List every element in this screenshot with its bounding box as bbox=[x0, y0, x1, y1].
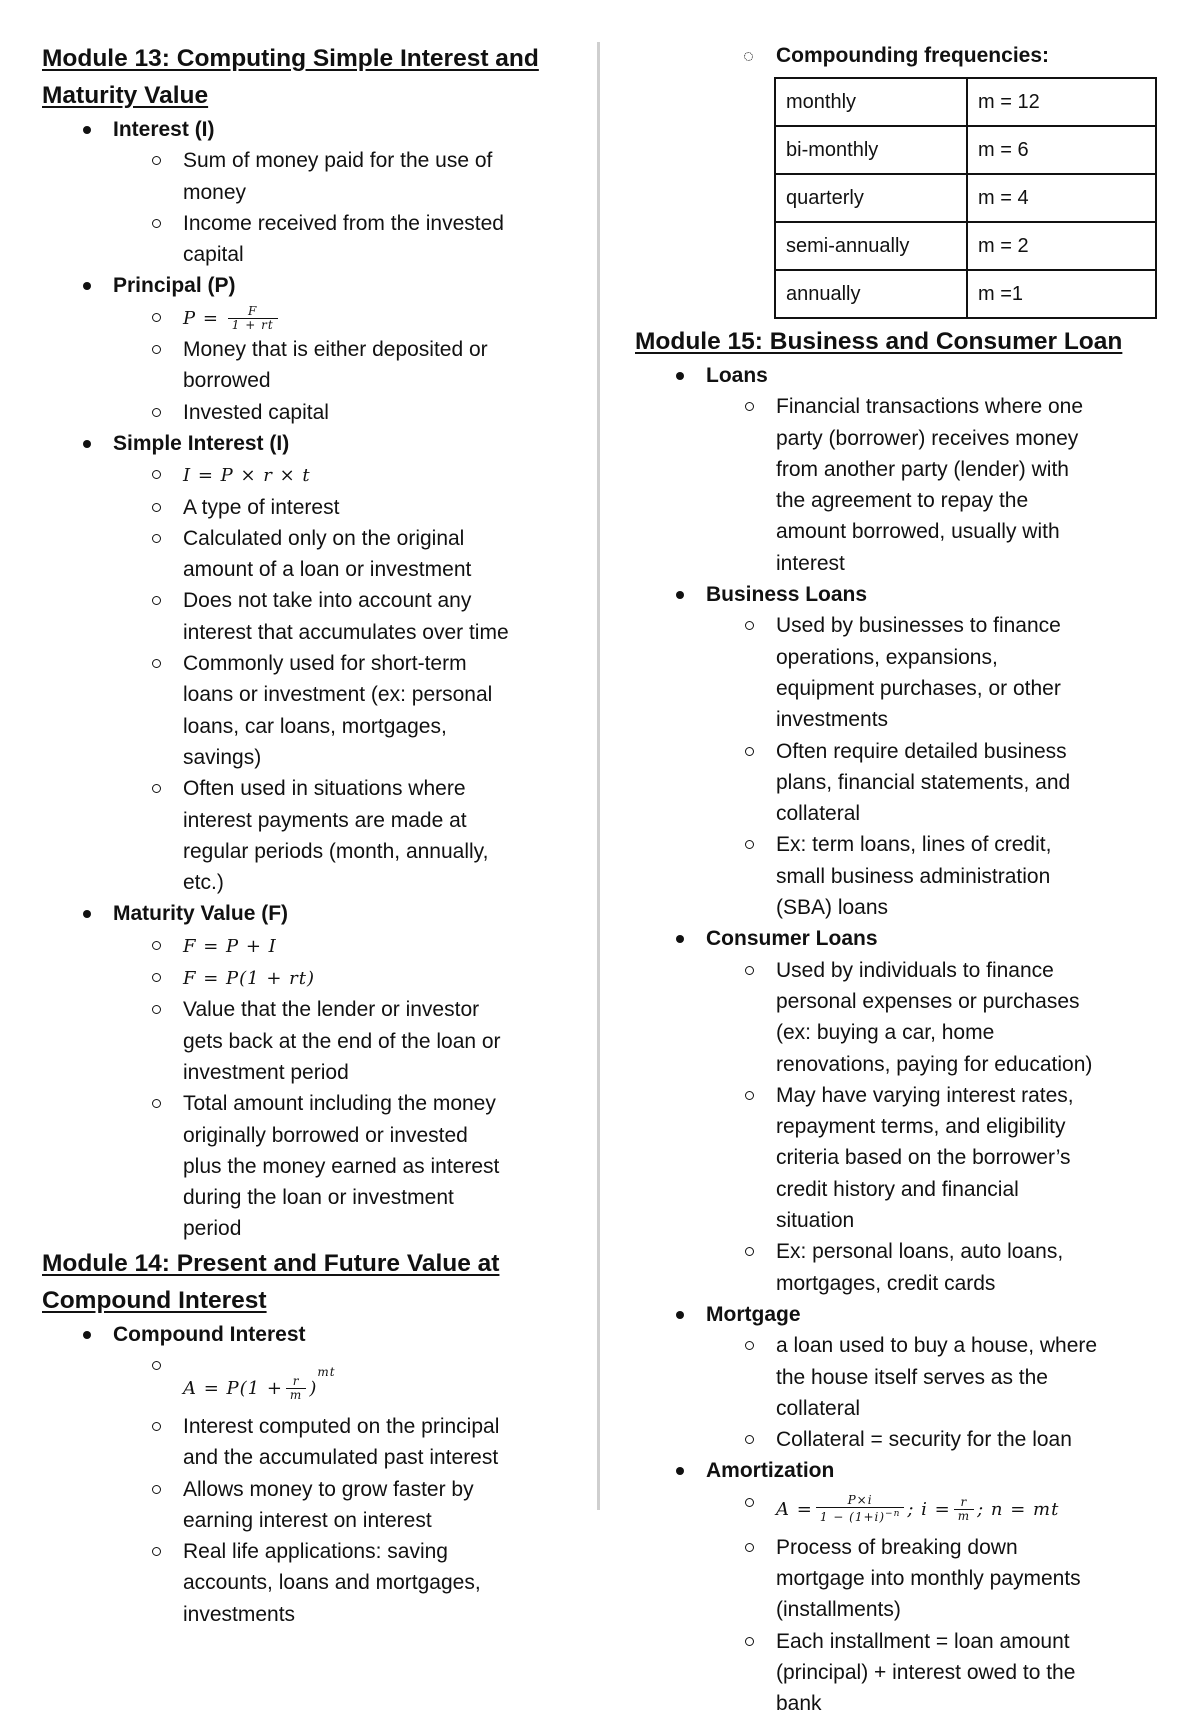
list-item: Ex: term loans, lines of credit, small business administration (SBA) loans bbox=[706, 829, 1099, 923]
principal-label: Principal (P) bbox=[113, 274, 236, 298]
list-item: Invested capital bbox=[113, 397, 511, 428]
list-item: Financial transactions where one party (borrower) receives money from another party (lender) with the agreement to repay the amount borrowed, usually with interest bbox=[706, 391, 1099, 579]
maturity-value-label: Maturity Value (F) bbox=[113, 902, 289, 926]
list-item: Sum of money paid for the use of money bbox=[113, 145, 511, 208]
left-column bbox=[42, 40, 582, 1630]
amortization-formula: A = $\frac{P\times i}{1 - (1+i)^{-n}}$ ; i = $\frac{r}{m}$ ; n = mt bbox=[706, 1487, 1099, 1532]
list-item: Does not take into account any interest that accumulates over time bbox=[113, 585, 511, 648]
business-loans-section bbox=[635, 579, 1170, 923]
amortization-section bbox=[635, 1455, 1170, 1719]
consumer-loans-section bbox=[635, 923, 1170, 1299]
table-row: annually m =1 bbox=[775, 270, 1156, 318]
mortgage-section bbox=[635, 1299, 1170, 1455]
maturity-value-section bbox=[42, 898, 582, 1244]
list-item: Value that the lender or investor gets back at the end of the loan or investment period bbox=[113, 994, 511, 1088]
principal-section bbox=[42, 270, 582, 427]
module-14-title: Module 14: Present and Future Value at Compound Interest bbox=[42, 1249, 500, 1314]
list-item: Money that is either deposited or borrowed bbox=[113, 334, 511, 397]
list-item: A type of interest bbox=[113, 492, 511, 523]
table-row: bi-monthly m = 6 bbox=[775, 126, 1156, 174]
loans-section bbox=[635, 360, 1170, 579]
list-item: Ex: personal loans, auto loans, mortgages, credit cards bbox=[706, 1236, 1099, 1299]
module-14-list bbox=[42, 1319, 582, 1630]
list-item: Process of breaking down mortgage into monthly payments (installments) bbox=[706, 1532, 1099, 1626]
list-item: Allows money to grow faster by earning interest on interest bbox=[113, 1474, 511, 1537]
interest-label: Interest (I) bbox=[113, 118, 215, 141]
compound-interest-label: Compound Interest bbox=[113, 1322, 306, 1346]
compound-interest-section bbox=[42, 1319, 582, 1630]
simple-interest-formula: I = P × r × t bbox=[113, 459, 511, 491]
list-item: Often used in situations where interest payments are made at regular periods (month, annually, etc.) bbox=[113, 773, 511, 898]
list-item: Total amount including the money originally borrowed or invested plus the money earned as interest during the loan or investment period bbox=[113, 1088, 511, 1244]
compounding-frequencies-table bbox=[774, 77, 1157, 319]
list-item: Each installment = loan amount (principal) + interest owed to the bank bbox=[706, 1626, 1099, 1719]
interest-section bbox=[42, 114, 582, 270]
list-item: Often require detailed business plans, financial statements, and collateral bbox=[706, 736, 1099, 830]
compound-interest-formula: A = P(1 + $\frac{r}{m}$ )$^{mt}$ bbox=[113, 1350, 511, 1411]
amortization-label: Amortization bbox=[706, 1459, 835, 1483]
table-row: semi-annually m = 2 bbox=[775, 222, 1156, 270]
list-item: a loan used to buy a house, where the house itself serves as the collateral bbox=[706, 1330, 1099, 1424]
module-13-title: Module 13: Computing Simple Interest and Maturity Value bbox=[42, 45, 539, 109]
right-column bbox=[635, 40, 1170, 1719]
list-item: Used by businesses to finance operations, expansions, equipment purchases, or other investments bbox=[706, 610, 1099, 735]
maturity-formula-1: F = P + I bbox=[113, 930, 511, 962]
module-15-list bbox=[635, 360, 1170, 1719]
maturity-formula-2: F = P(1 + rt) bbox=[113, 962, 511, 994]
compounding-frequencies-label: Compounding frequencies: bbox=[635, 40, 1170, 71]
list-item: Interest computed on the principal and the accumulated past interest bbox=[113, 1411, 511, 1474]
list-item: May have varying interest rates, repayment terms, and eligibility criteria based on the borrower’s credit history and financial situation bbox=[706, 1080, 1099, 1236]
loans-label: Loans bbox=[706, 364, 768, 387]
mortgage-label: Mortgage bbox=[706, 1302, 801, 1326]
list-item: Used by individuals to finance personal expenses or purchases (ex: buying a car, home renovations, paying for education) bbox=[706, 955, 1099, 1080]
simple-interest-label: Simple Interest (I) bbox=[113, 431, 290, 455]
table-row: quarterly m = 4 bbox=[775, 174, 1156, 222]
list-item: Collateral = security for the loan bbox=[706, 1424, 1099, 1455]
simple-interest-section bbox=[42, 428, 582, 898]
table-row: monthly m = 12 bbox=[775, 78, 1156, 126]
principal-formula: P = $\frac{F}{1 + rt}$ bbox=[113, 302, 511, 334]
business-loans-label: Business Loans bbox=[706, 583, 868, 607]
consumer-loans-label: Consumer Loans bbox=[706, 927, 878, 951]
column-divider bbox=[597, 42, 600, 1510]
list-item: Calculated only on the original amount of a loan or investment bbox=[113, 523, 511, 586]
list-item: Real life applications: saving accounts, loans and mortgages, investments bbox=[113, 1536, 511, 1630]
module-15-title: Module 15: Business and Consumer Loan bbox=[635, 328, 1123, 355]
list-item: Commonly used for short-term loans or investment (ex: personal loans, car loans, mortgages, savings) bbox=[113, 648, 511, 773]
list-item: Income received from the invested capital bbox=[113, 208, 511, 271]
module-13-list bbox=[42, 114, 582, 1245]
